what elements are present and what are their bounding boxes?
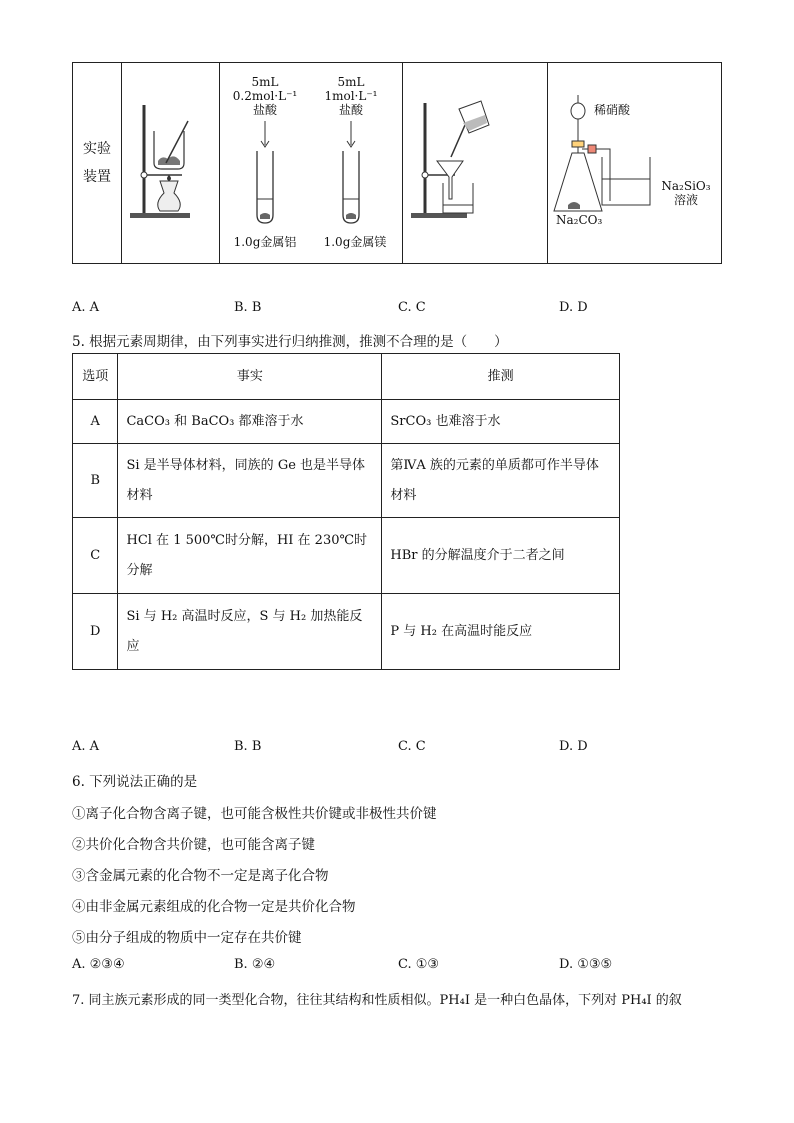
apparatus-row-label <box>73 63 122 264</box>
right-tube-acid: 盐酸 <box>338 103 363 117</box>
q5-option-b[interactable]: B. B <box>234 739 262 754</box>
q5-row-option: D <box>73 594 118 670</box>
q6-stem: 6. 下列说法正确的是 <box>72 774 198 790</box>
left-tube-volume: 5mL <box>251 75 279 89</box>
q5-header-option: 选项 <box>73 354 118 400</box>
q6-item-4: ④由非金属元素组成的化合物一定是共价化合物 <box>72 899 356 915</box>
left-tube-metal: 1.0g金属铝 <box>233 235 297 249</box>
q5-row-fact: CaCO₃ 和 BaCO₃ 都难溶于水 <box>118 400 382 444</box>
q5-row-fact: HCl 在 1 500℃时分解，HI 在 230℃时分解 <box>118 518 382 594</box>
q5-row <box>73 594 620 670</box>
q6-item-5: ⑤由分子组成的物质中一定存在共价键 <box>72 930 302 946</box>
q5-header-fact: 事实 <box>118 354 382 400</box>
right-tube-metal: 1.0g金属镁 <box>323 235 387 249</box>
dilute-nitric-acid-label: 稀硝酸 <box>594 103 631 117</box>
q5-row-fact: Si 是半导体材料，同族的 Ge 也是半导体材料 <box>118 444 382 518</box>
q5-table <box>72 353 620 670</box>
q5-row <box>73 444 620 518</box>
cell-filtration <box>403 63 548 264</box>
left-tube-concentration: 0.2mol·L⁻¹ <box>232 89 298 103</box>
q6-option-c[interactable]: C. ①③ <box>398 957 440 972</box>
q5-header-guess: 推测 <box>382 354 620 400</box>
test-tubes-figure <box>220 65 402 261</box>
cell-gas-generation <box>548 63 722 264</box>
q6-option-d[interactable]: D. ①③⑤ <box>559 957 613 972</box>
q5-row-fact: Si 与 H₂ 高温时反应，S 与 H₂ 加热能反应 <box>118 594 382 670</box>
q6-item-3: ③含金属元素的化合物不一定是离子化合物 <box>72 868 329 884</box>
q5-option-a[interactable]: A. A <box>72 739 100 754</box>
q5-row-guess: 第ⅣA 族的元素的单质都可作半导体材料 <box>382 444 620 518</box>
gas-generation-figure <box>548 65 721 261</box>
q4-option-a[interactable]: A. A <box>72 300 100 315</box>
q4-option-d[interactable]: D. D <box>559 300 588 315</box>
q6-item-1: ①离子化合物含离子键，也可能含极性共价键或非极性共价键 <box>72 806 437 822</box>
q5-row-option: A <box>73 400 118 444</box>
filtration-apparatus-figure <box>403 63 547 259</box>
left-tube-acid: 盐酸 <box>252 103 277 117</box>
q5-stem: 5. 根据元素周期律，由下列事实进行归纳推测，推测不合理的是（ ） <box>72 334 508 350</box>
solution-label: 溶液 <box>673 193 698 207</box>
q5-row <box>73 518 620 594</box>
q4-option-b[interactable]: B. B <box>234 300 262 315</box>
q6-option-a[interactable]: A. ②③④ <box>72 957 125 972</box>
q5-row <box>73 400 620 444</box>
sodium-carbonate-label: Na₂CO₃ <box>556 213 603 227</box>
right-tube-volume: 5mL <box>337 75 365 89</box>
cell-test-tubes <box>220 63 403 264</box>
q7-stem: 7. 同主族元素形成的同一类型化合物，往往其结构和性质相似。PH₄I 是一种白色晶体，下列对 PH₄I 的叙 <box>72 993 682 1008</box>
q5-row-guess: P 与 H₂ 在高温时能反应 <box>382 594 620 670</box>
q5-row-guess: SrCO₃ 也难溶于水 <box>382 400 620 444</box>
q5-row-option: B <box>73 444 118 518</box>
q6-item-2: ②共价化合物含共价键，也可能含离子键 <box>72 837 315 853</box>
q5-option-c[interactable]: C. C <box>398 739 426 754</box>
q6-option-b[interactable]: B. ②④ <box>234 957 276 972</box>
q4-option-c[interactable]: C. C <box>398 300 426 315</box>
apparatus-table <box>72 62 722 264</box>
right-tube-concentration: 1mol·L⁻¹ <box>324 89 378 103</box>
row-label-1: 实验 <box>83 141 111 157</box>
q5-row-option: C <box>73 518 118 594</box>
row-label-2: 装置 <box>83 169 111 185</box>
q5-option-d[interactable]: D. D <box>559 739 588 754</box>
evaporation-apparatus-figure <box>122 63 219 259</box>
cell-evaporation <box>122 63 220 264</box>
q5-row-guess: HBr 的分解温度介于二者之间 <box>382 518 620 594</box>
sodium-silicate-label: Na₂SiO₃ <box>661 179 711 193</box>
